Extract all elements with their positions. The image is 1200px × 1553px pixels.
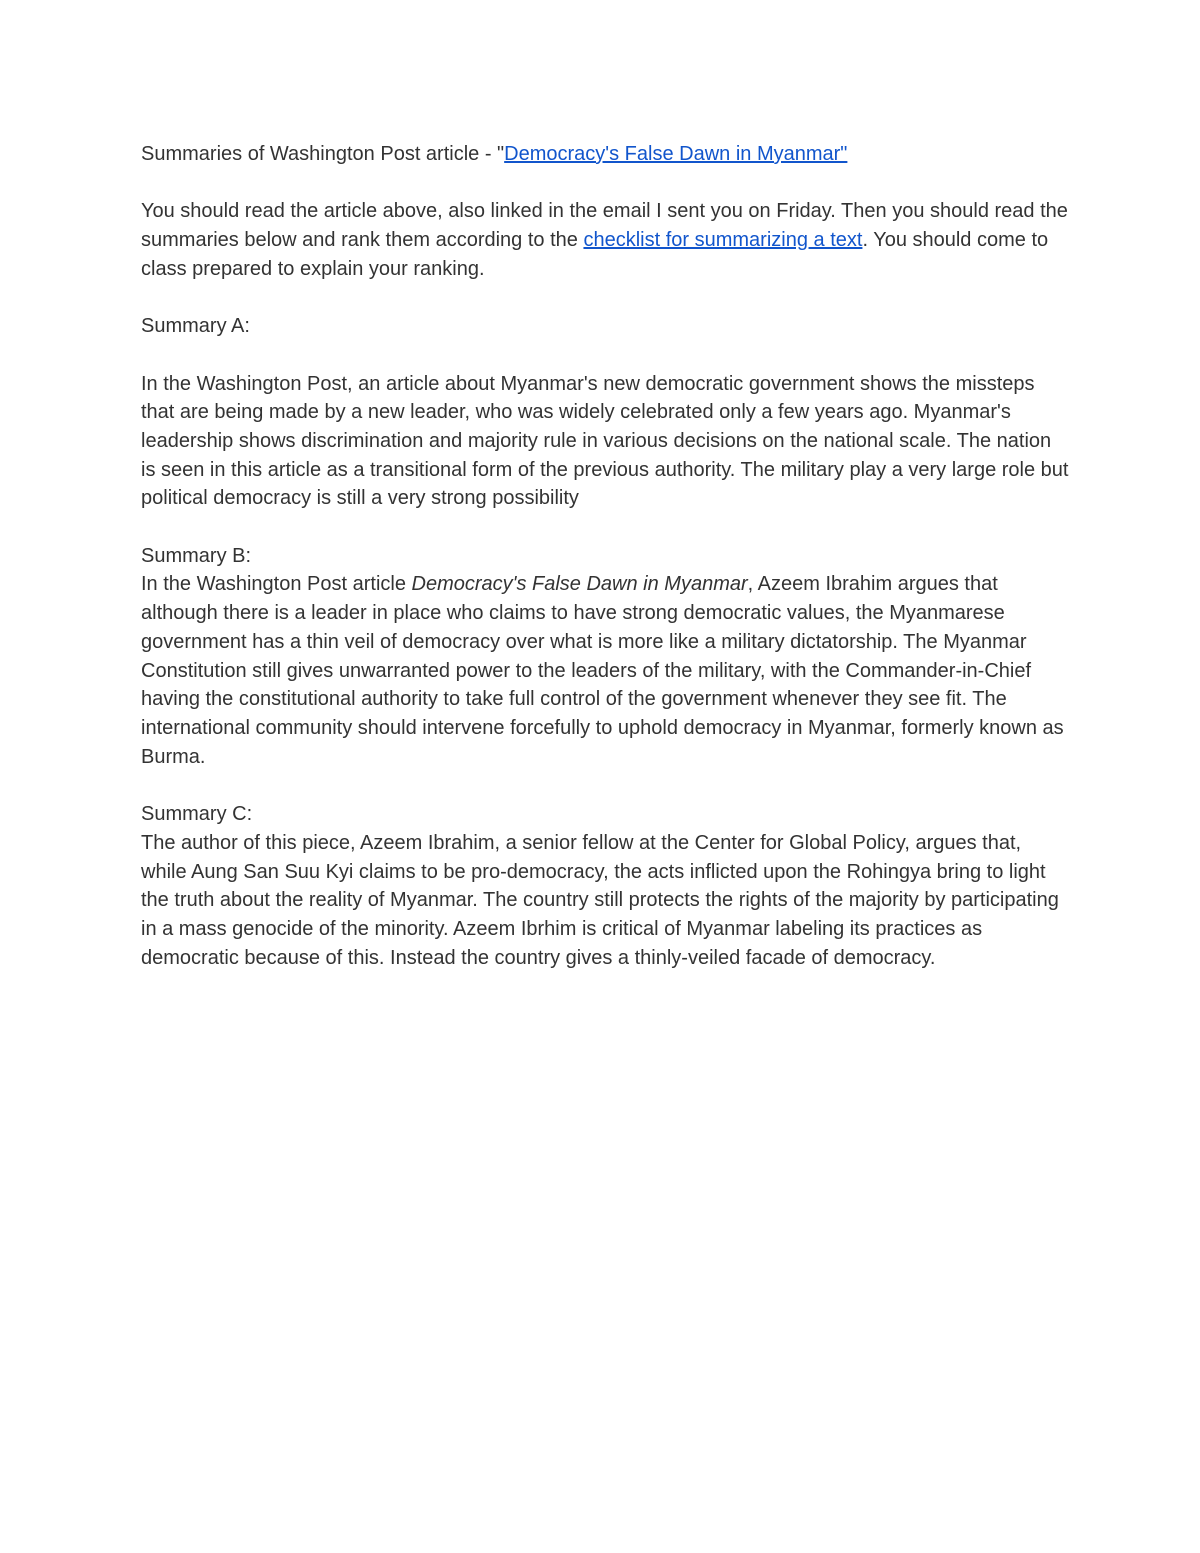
- summary-b-body: [141, 570, 1071, 771]
- summary-b-body-start: In the Washington Post article: [141, 573, 412, 596]
- summary-c-body: The author of this piece, Azeem Ibrahim, a senior fellow at the Center for Global Policy, argues that, while Aung San Suu Kyi claims to be pro-democracy, the acts inflicted upon the Rohingya bring to light the truth about the reality of Myanmar. The country still protects the rights of the majority by participating in a mass genocide of the minority. Azeem Ibrhim is critical of Myanmar labeling its practices as democratic because of this. Instead the country gives a thinly-veiled facade of democracy.: [141, 831, 1059, 969]
- article-title-italic: Democracy's False Dawn in Myanmar: [411, 573, 748, 596]
- intro-paragraph: [141, 197, 1071, 283]
- blank-line: [141, 284, 1071, 313]
- summary-b-heading: Summary B:: [141, 544, 252, 567]
- intro-text-start: You should read the article above, also linked in the email I sent you on Friday. Then you should read the summaries below and rank them according to the: [141, 200, 1068, 252]
- checklist-link[interactable]: checklist for summarizing a text: [583, 229, 863, 252]
- summary-a-body: In the Washington Post, an article about Myanmar's new democratic government shows the missteps that are being made by a new leader, who was widely celebrated only a few years ago. Myanmar's leadership shows discrimination and majority rule in various decisions on the national scale. The nation is seen in this article as a transitional form of the previous authority. The military play a very large role but political democracy is still a very strong possibility: [141, 372, 1069, 510]
- title-prefix: Summaries of Washington Post article - ": [141, 143, 505, 165]
- article-link[interactable]: Democracy's False Dawn in Myanmar": [504, 143, 848, 165]
- summary-a-heading: Summary A:: [141, 315, 250, 338]
- blank-line: [141, 771, 1071, 800]
- summary-c-heading: Summary C:: [141, 803, 253, 826]
- blank-line: [141, 513, 1071, 542]
- document-title: [141, 140, 1071, 169]
- document-page: [141, 140, 1071, 972]
- summary-b-body-rest: , Azeem Ibrahim argues that although there is a leader in place who claims to have strong democratic values, the Myanmarese government has a thin veil of democracy over what is more like a military dictatorship. The Myanmar Constitution still gives unwarranted power to the leaders of the military, with the Commander-in-Chief having the constitutional authority to take full control of the government whenever they see fit. The international community should intervene forcefully to uphold democracy in Myanmar, formerly known as Burma.: [141, 573, 1064, 768]
- blank-line: [141, 169, 1071, 198]
- intro-text-end: . You should come to class prepared to explain your ranking.: [141, 229, 1049, 280]
- blank-line: [141, 341, 1071, 370]
